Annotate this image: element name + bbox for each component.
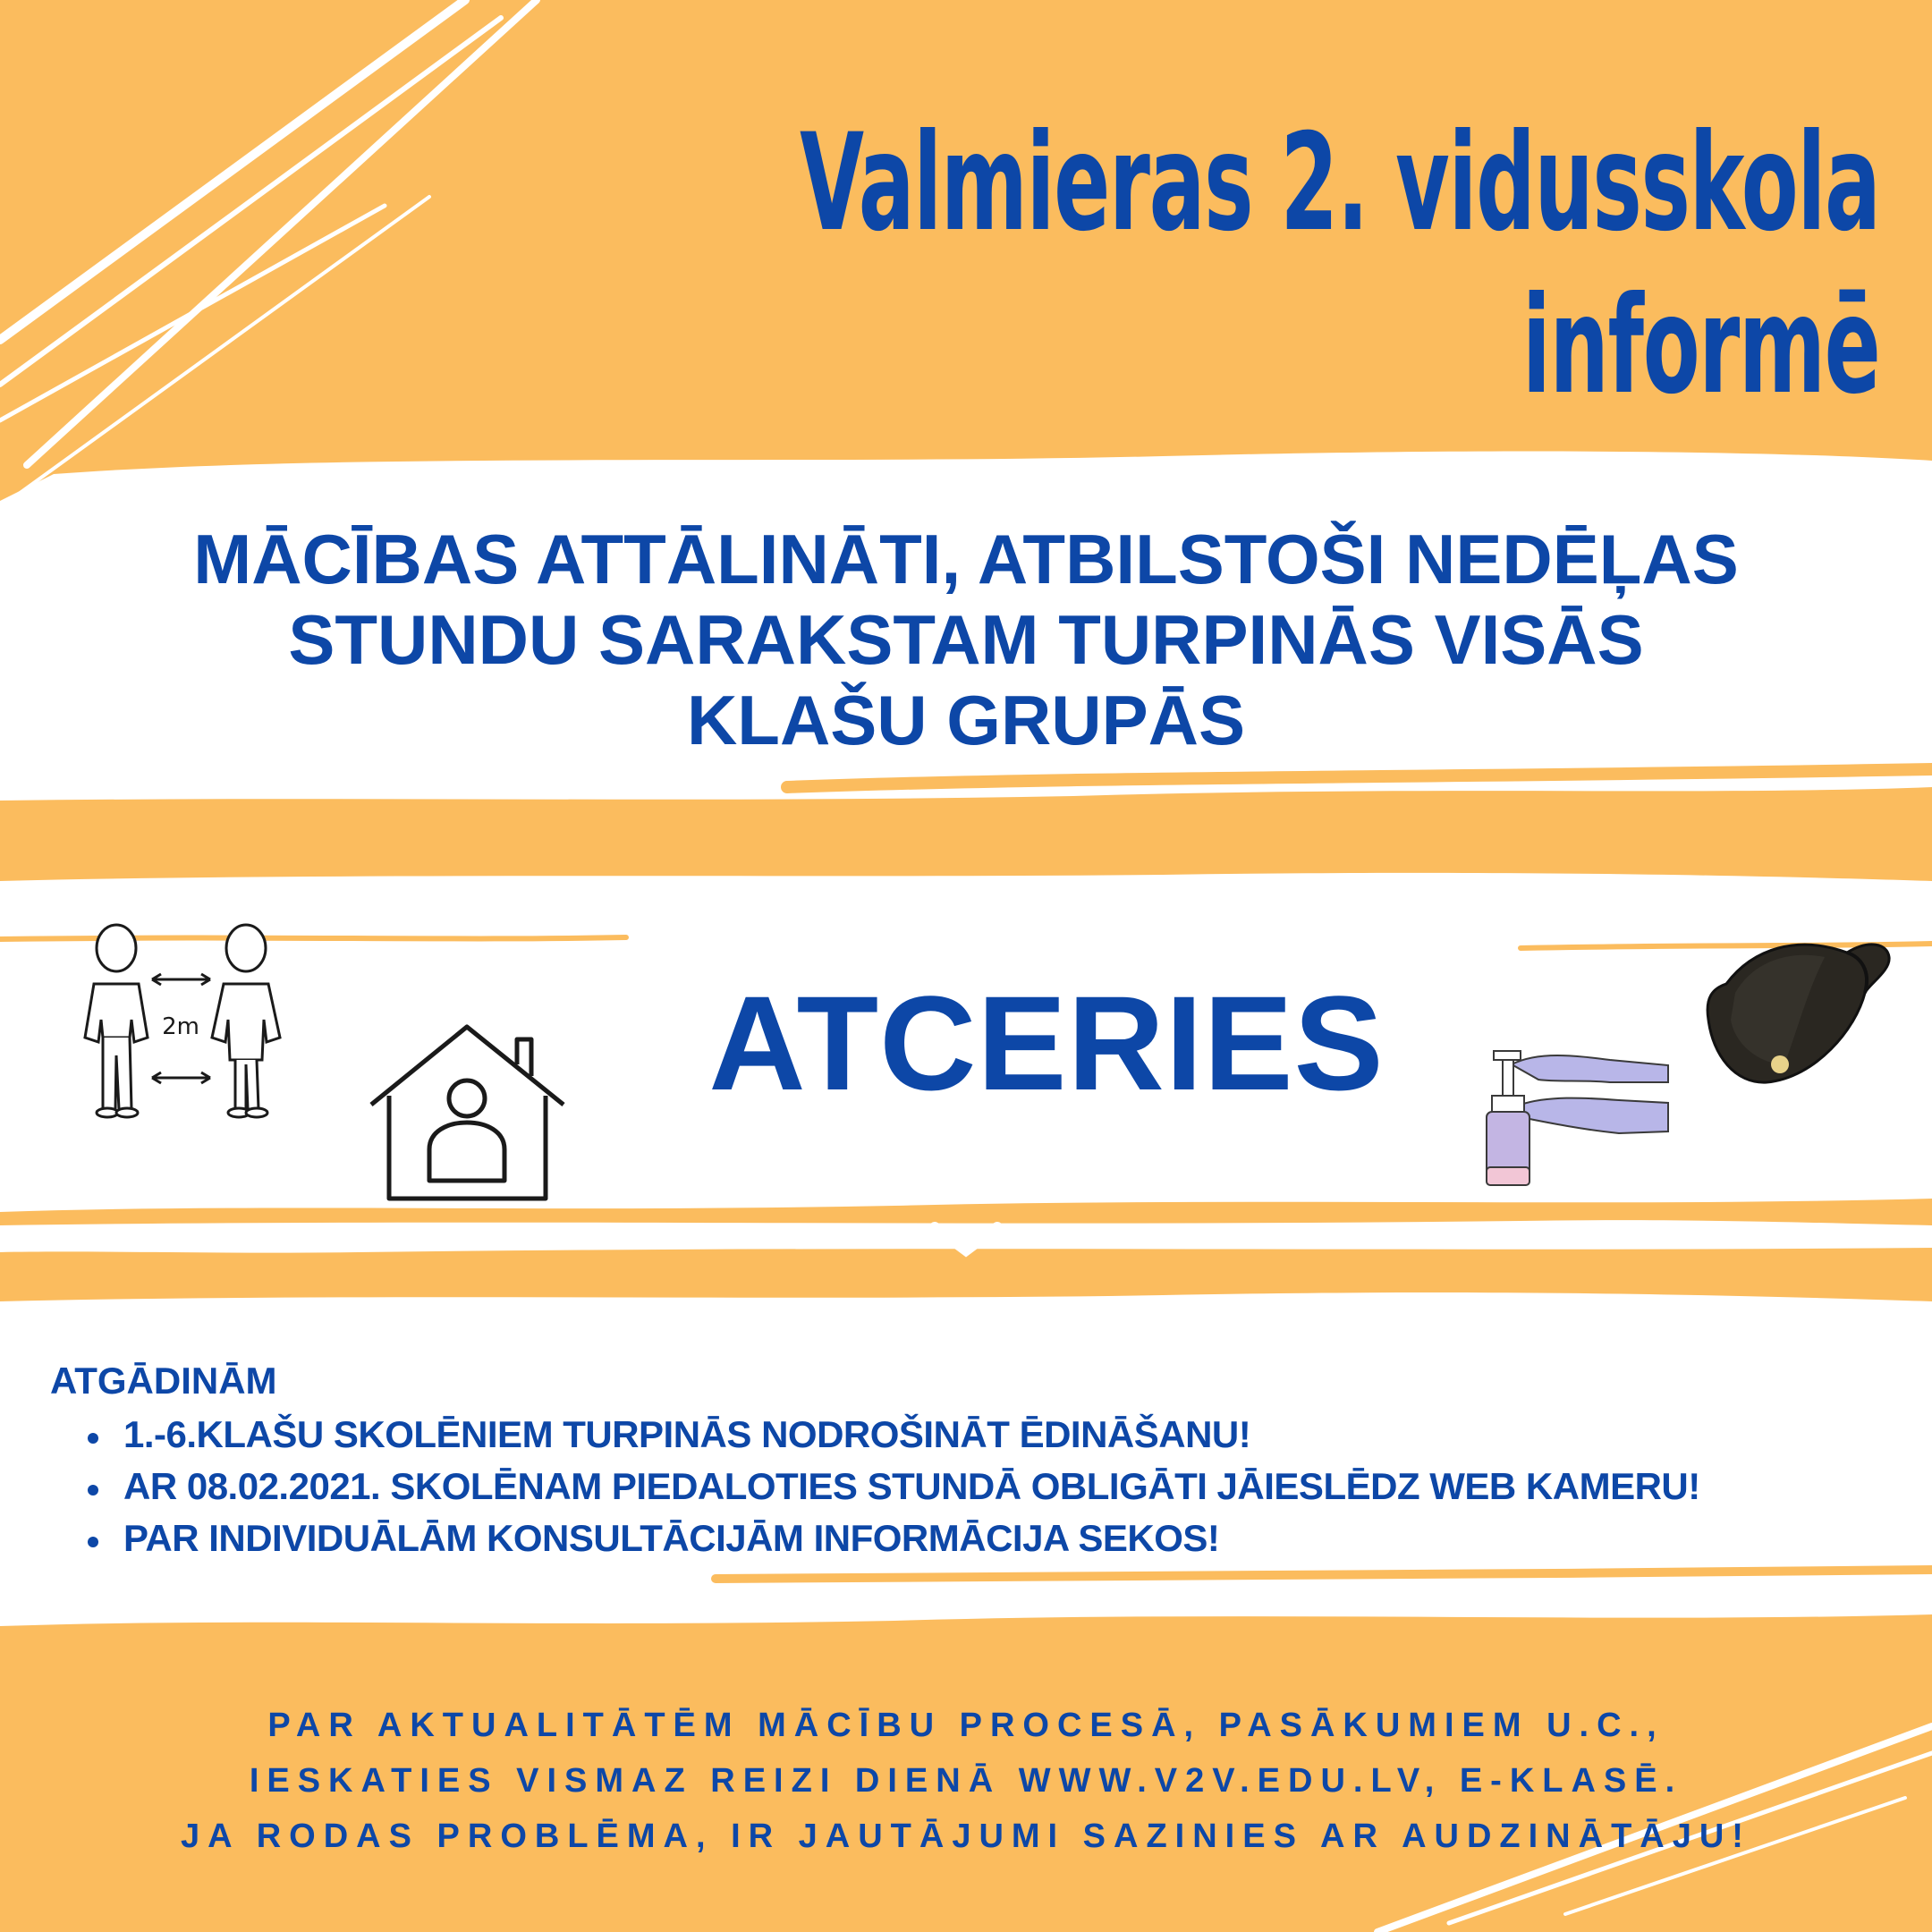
distance-label: 2m [162,1013,199,1040]
reminders-heading: ATGĀDINĀM [50,1360,277,1402]
reminder-item-webcam: AR 08.02.2021. SKOLĒNAM PIEDALOTIES STUNDĀ OBLIGĀTI JĀIESLĒDZ WEB KAMERU! [123,1465,1700,1507]
school-name-title: Valmieras 2. vidusskola [800,106,1880,261]
social-distance-icon [76,921,291,1127]
footer-info [0,1698,1932,1864]
hand-sanitizer-icon [1476,1033,1673,1190]
announcement-line-1: MĀCĪBAS ATTĀLINĀTI, ATBILSTOŠI NEDĒĻAS [193,520,1739,598]
face-mask-icon [1699,930,1892,1087]
informs-subtitle: informē [1522,268,1880,424]
reminder-item-meals: 1.-6.KLAŠU SKOLĒNIEM TURPINĀS NODROŠINĀT ĒDINĀŠANU! [123,1413,1700,1456]
announcement-block [0,519,1932,760]
reminders-section [50,1360,1700,1569]
reminders-list [50,1413,1700,1560]
announcement-line-3: KLAŠU GRUPĀS [686,681,1246,759]
footer-line-3: JA RODAS PROBLĒMA, IR JAUTĀJUMI SAZINIES AR AUDZINĀTĀJU! [181,1818,1751,1855]
announcement-line-2: STUNDU SARAKSTAM TURPINĀS VISĀS [288,600,1644,679]
reminder-item-consultations: PAR INDIVIDUĀLĀM KONSULTĀCIJĀM INFORMĀCIJA SEKOS! [123,1517,1700,1560]
footer-line-2: IESKATIES VISMAZ REIZI DIENĀ WWW.V2V.EDU.LV, E-KLASĒ. [249,1762,1683,1800]
remember-heading: ATCERIES [708,968,1385,1118]
stay-home-icon [367,1020,568,1208]
footer-line-1: PAR AKTUALITĀTĒM MĀCĪBU PROCESĀ, PASĀKUMIEM U.C., [267,1707,1665,1744]
